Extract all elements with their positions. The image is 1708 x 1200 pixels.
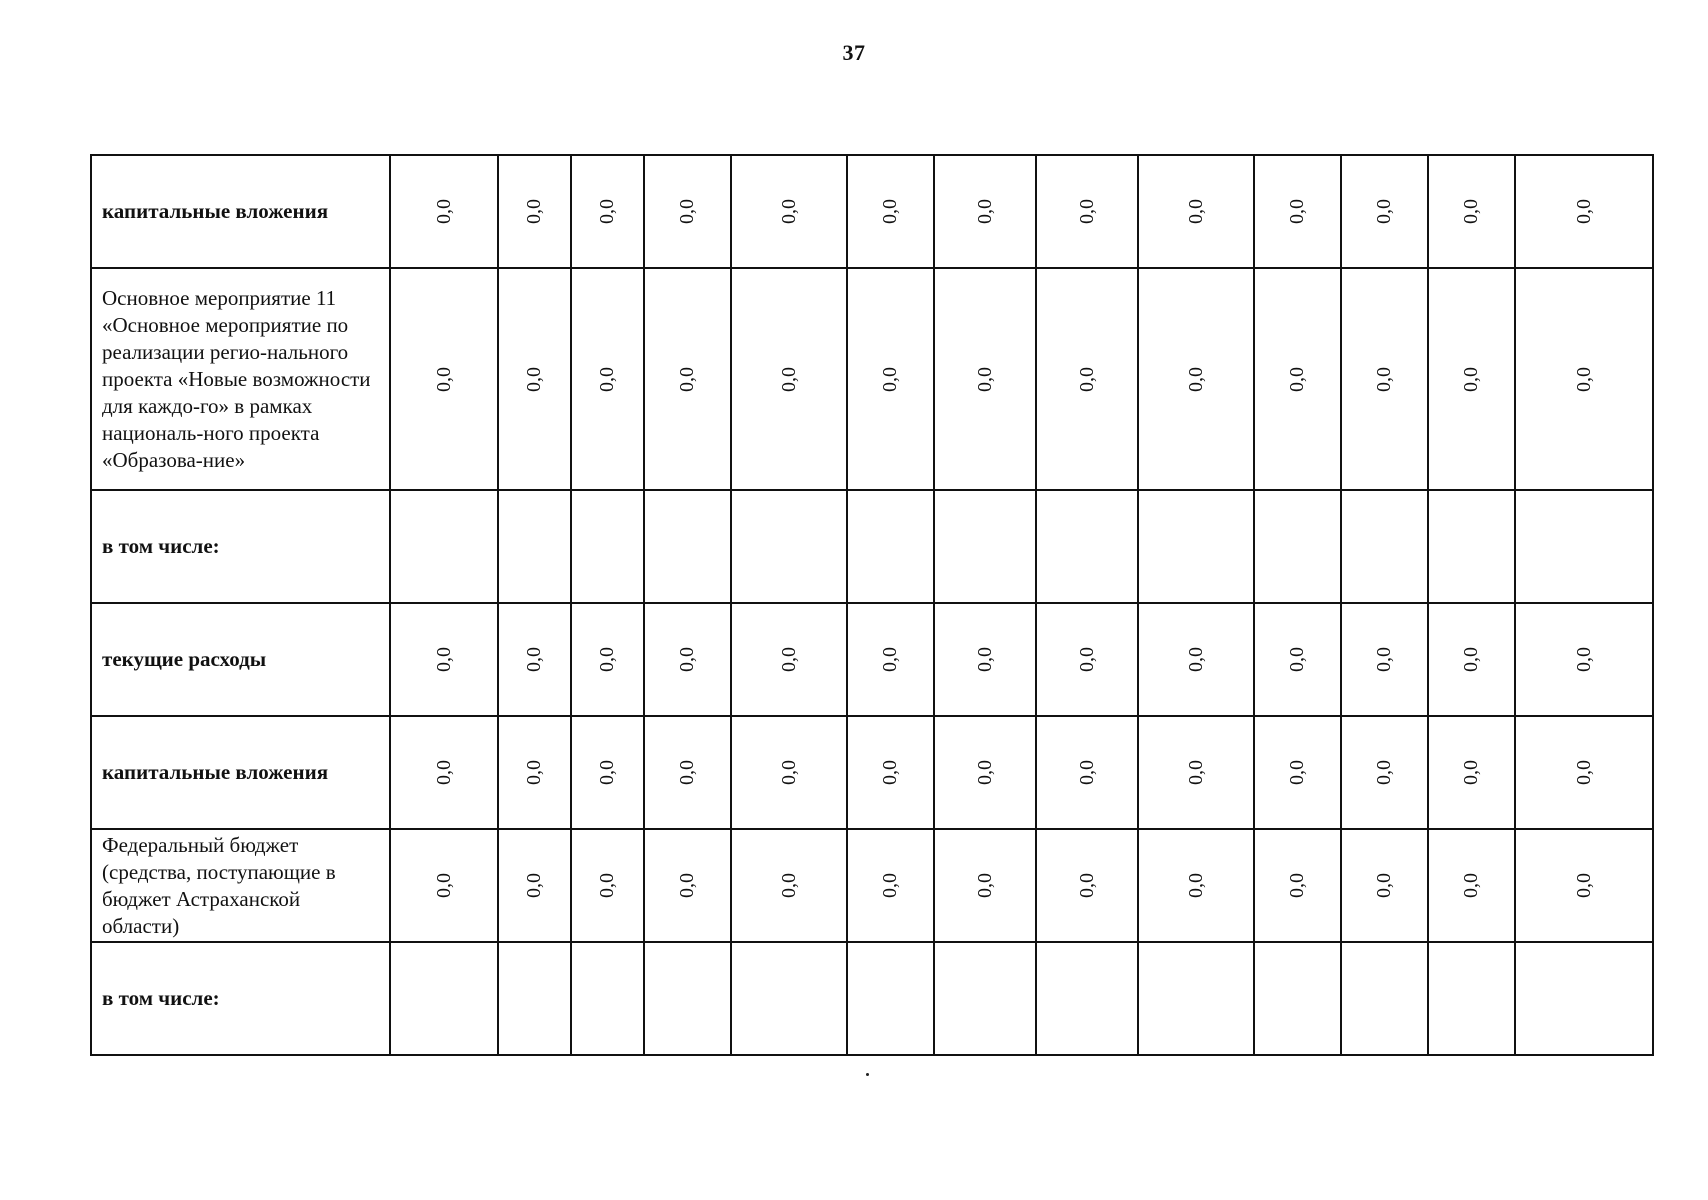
value-text: 0,0 <box>879 366 901 392</box>
value-cell <box>1341 716 1428 829</box>
value-cell <box>847 942 934 1055</box>
value-cell <box>1138 268 1254 490</box>
value-cell <box>1428 155 1515 268</box>
value-cell <box>731 490 847 603</box>
value-text: 0,0 <box>676 366 698 392</box>
value-cell <box>1341 155 1428 268</box>
value-text: 0,0 <box>676 873 698 898</box>
value-text: 0,0 <box>523 873 545 898</box>
value-cell <box>1515 268 1653 490</box>
value-cell <box>1254 268 1341 490</box>
row-label: текущие расходы <box>91 603 390 716</box>
value-cell <box>571 829 644 942</box>
value-text: 0,0 <box>596 366 618 392</box>
value-text: 0,0 <box>676 647 698 672</box>
value-cell <box>847 716 934 829</box>
value-cell <box>1515 490 1653 603</box>
value-text: 0,0 <box>1184 760 1207 785</box>
value-text: 0,0 <box>1075 647 1098 672</box>
value-cell <box>1254 603 1341 716</box>
value-text: 0,0 <box>1373 366 1395 392</box>
value-cell <box>1254 829 1341 942</box>
value-text: 0,0 <box>432 873 455 898</box>
row-label: в том числе: <box>91 942 390 1055</box>
value-text: 0,0 <box>1460 873 1482 898</box>
value-cell <box>934 942 1036 1055</box>
value-text: 0,0 <box>1184 647 1207 672</box>
value-cell <box>1341 942 1428 1055</box>
value-cell <box>1036 603 1138 716</box>
value-cell <box>731 155 847 268</box>
table-row <box>91 829 1653 942</box>
value-cell <box>571 603 644 716</box>
value-cell <box>1515 603 1653 716</box>
value-cell <box>1515 829 1653 942</box>
value-text: 0,0 <box>1286 873 1308 898</box>
value-text: 0,0 <box>973 873 996 898</box>
value-text: 0,0 <box>1373 647 1395 672</box>
value-cell <box>847 829 934 942</box>
value-cell <box>934 603 1036 716</box>
value-text: 0,0 <box>1184 366 1207 392</box>
value-text: 0,0 <box>777 873 800 898</box>
value-cell <box>644 155 731 268</box>
value-cell <box>1428 603 1515 716</box>
value-text: 0,0 <box>973 199 996 224</box>
value-text: 0,0 <box>1075 760 1098 785</box>
value-cell <box>1341 268 1428 490</box>
table-row <box>91 155 1653 268</box>
value-cell <box>731 603 847 716</box>
value-cell <box>1036 716 1138 829</box>
value-cell <box>1036 942 1138 1055</box>
value-cell <box>390 829 498 942</box>
value-cell <box>1428 490 1515 603</box>
value-text: 0,0 <box>973 760 996 785</box>
row-label: капитальные вложения <box>91 716 390 829</box>
value-cell <box>1036 268 1138 490</box>
value-text: 0,0 <box>523 647 545 672</box>
value-text: 0,0 <box>879 647 901 672</box>
value-text: 0,0 <box>432 199 455 224</box>
value-cell <box>847 155 934 268</box>
value-cell <box>644 268 731 490</box>
value-text: 0,0 <box>523 366 545 392</box>
value-cell <box>1254 942 1341 1055</box>
value-cell <box>934 490 1036 603</box>
value-cell <box>1036 490 1138 603</box>
value-text: 0,0 <box>1572 760 1595 785</box>
value-text: 0,0 <box>777 647 800 672</box>
value-cell <box>1138 155 1254 268</box>
value-cell <box>390 268 498 490</box>
value-cell <box>390 603 498 716</box>
value-text: 0,0 <box>596 760 618 785</box>
value-cell <box>644 829 731 942</box>
value-text: 0,0 <box>596 873 618 898</box>
value-cell <box>731 716 847 829</box>
row-label: Основное мероприятие 11 «Основное мероприятие по реализации регио-нального проекта «Новые возможности для каждо-го» в рамках националь-ного проекта «Образова-ние» <box>91 268 390 490</box>
value-cell <box>390 155 498 268</box>
value-text: 0,0 <box>523 760 545 785</box>
value-cell <box>1515 716 1653 829</box>
table-row <box>91 603 1653 716</box>
value-cell <box>1036 829 1138 942</box>
value-text: 0,0 <box>1460 647 1482 672</box>
table-row <box>91 268 1653 490</box>
value-text: 0,0 <box>432 760 455 785</box>
value-cell <box>571 155 644 268</box>
value-text: 0,0 <box>596 647 618 672</box>
value-cell <box>644 942 731 1055</box>
value-text: 0,0 <box>973 366 996 392</box>
value-cell <box>571 268 644 490</box>
value-text: 0,0 <box>879 760 901 785</box>
value-cell <box>644 603 731 716</box>
table-row <box>91 942 1653 1055</box>
value-text: 0,0 <box>432 366 455 392</box>
value-cell <box>1341 490 1428 603</box>
value-text: 0,0 <box>1572 873 1595 898</box>
value-text: 0,0 <box>1460 199 1482 224</box>
value-cell <box>1428 716 1515 829</box>
value-text: 0,0 <box>1572 366 1595 392</box>
value-text: 0,0 <box>1075 366 1098 392</box>
value-cell <box>1341 829 1428 942</box>
value-cell <box>1428 942 1515 1055</box>
value-text: 0,0 <box>777 760 800 785</box>
value-text: 0,0 <box>523 199 545 224</box>
value-text: 0,0 <box>596 199 618 224</box>
value-text: 0,0 <box>973 647 996 672</box>
value-cell <box>934 716 1036 829</box>
table-body <box>91 155 1653 1055</box>
value-cell <box>390 716 498 829</box>
value-cell <box>1138 603 1254 716</box>
value-text: 0,0 <box>879 873 901 898</box>
value-cell <box>731 829 847 942</box>
value-text: 0,0 <box>1373 873 1395 898</box>
value-text: 0,0 <box>777 199 800 224</box>
value-cell <box>498 155 571 268</box>
value-text: 0,0 <box>1572 199 1595 224</box>
value-cell <box>1428 268 1515 490</box>
row-label: Федеральный бюджет (средства, поступающие в бюджет Астраханской области) <box>91 829 390 942</box>
value-cell <box>847 268 934 490</box>
value-text: 0,0 <box>1075 873 1098 898</box>
value-cell <box>847 490 934 603</box>
value-text: 0,0 <box>1460 760 1482 785</box>
value-cell <box>1515 155 1653 268</box>
value-cell <box>1138 716 1254 829</box>
value-cell <box>498 603 571 716</box>
value-cell <box>731 942 847 1055</box>
value-cell <box>1254 155 1341 268</box>
value-text: 0,0 <box>1286 199 1308 224</box>
value-text: 0,0 <box>676 199 698 224</box>
value-text: 0,0 <box>879 199 901 224</box>
table-row <box>91 490 1653 603</box>
value-text: 0,0 <box>1286 647 1308 672</box>
value-cell <box>498 942 571 1055</box>
value-text: 0,0 <box>1286 760 1308 785</box>
value-text: 0,0 <box>1373 760 1395 785</box>
value-cell <box>571 716 644 829</box>
value-text: 0,0 <box>1075 199 1098 224</box>
row-label: в том числе: <box>91 490 390 603</box>
table-row <box>91 716 1653 829</box>
value-text: 0,0 <box>1184 873 1207 898</box>
value-text: 0,0 <box>1460 366 1482 392</box>
value-cell <box>498 829 571 942</box>
value-cell <box>1515 942 1653 1055</box>
value-text: 0,0 <box>1286 366 1308 392</box>
value-cell <box>498 716 571 829</box>
value-text: 0,0 <box>1373 199 1395 224</box>
value-text: 0,0 <box>676 760 698 785</box>
value-text: 0,0 <box>1184 199 1207 224</box>
value-text: 0,0 <box>1572 647 1595 672</box>
value-cell <box>644 716 731 829</box>
value-cell <box>1254 716 1341 829</box>
page-number: 37 <box>842 40 866 65</box>
value-cell <box>1138 490 1254 603</box>
value-cell <box>1138 829 1254 942</box>
value-cell <box>644 490 731 603</box>
value-cell <box>731 268 847 490</box>
value-cell <box>571 942 644 1055</box>
value-cell <box>1036 155 1138 268</box>
value-cell <box>498 268 571 490</box>
value-cell <box>934 155 1036 268</box>
value-cell <box>934 268 1036 490</box>
value-cell <box>1428 829 1515 942</box>
row-label: капитальные вложения <box>91 155 390 268</box>
budget-table <box>90 154 1654 1056</box>
value-cell <box>390 490 498 603</box>
value-cell <box>1138 942 1254 1055</box>
value-cell <box>1254 490 1341 603</box>
value-cell <box>934 829 1036 942</box>
value-text: 0,0 <box>777 366 800 392</box>
value-cell <box>498 490 571 603</box>
scan-speck <box>866 1073 869 1076</box>
value-cell <box>390 942 498 1055</box>
value-cell <box>1341 603 1428 716</box>
value-cell <box>571 490 644 603</box>
value-text: 0,0 <box>432 647 455 672</box>
value-cell <box>847 603 934 716</box>
